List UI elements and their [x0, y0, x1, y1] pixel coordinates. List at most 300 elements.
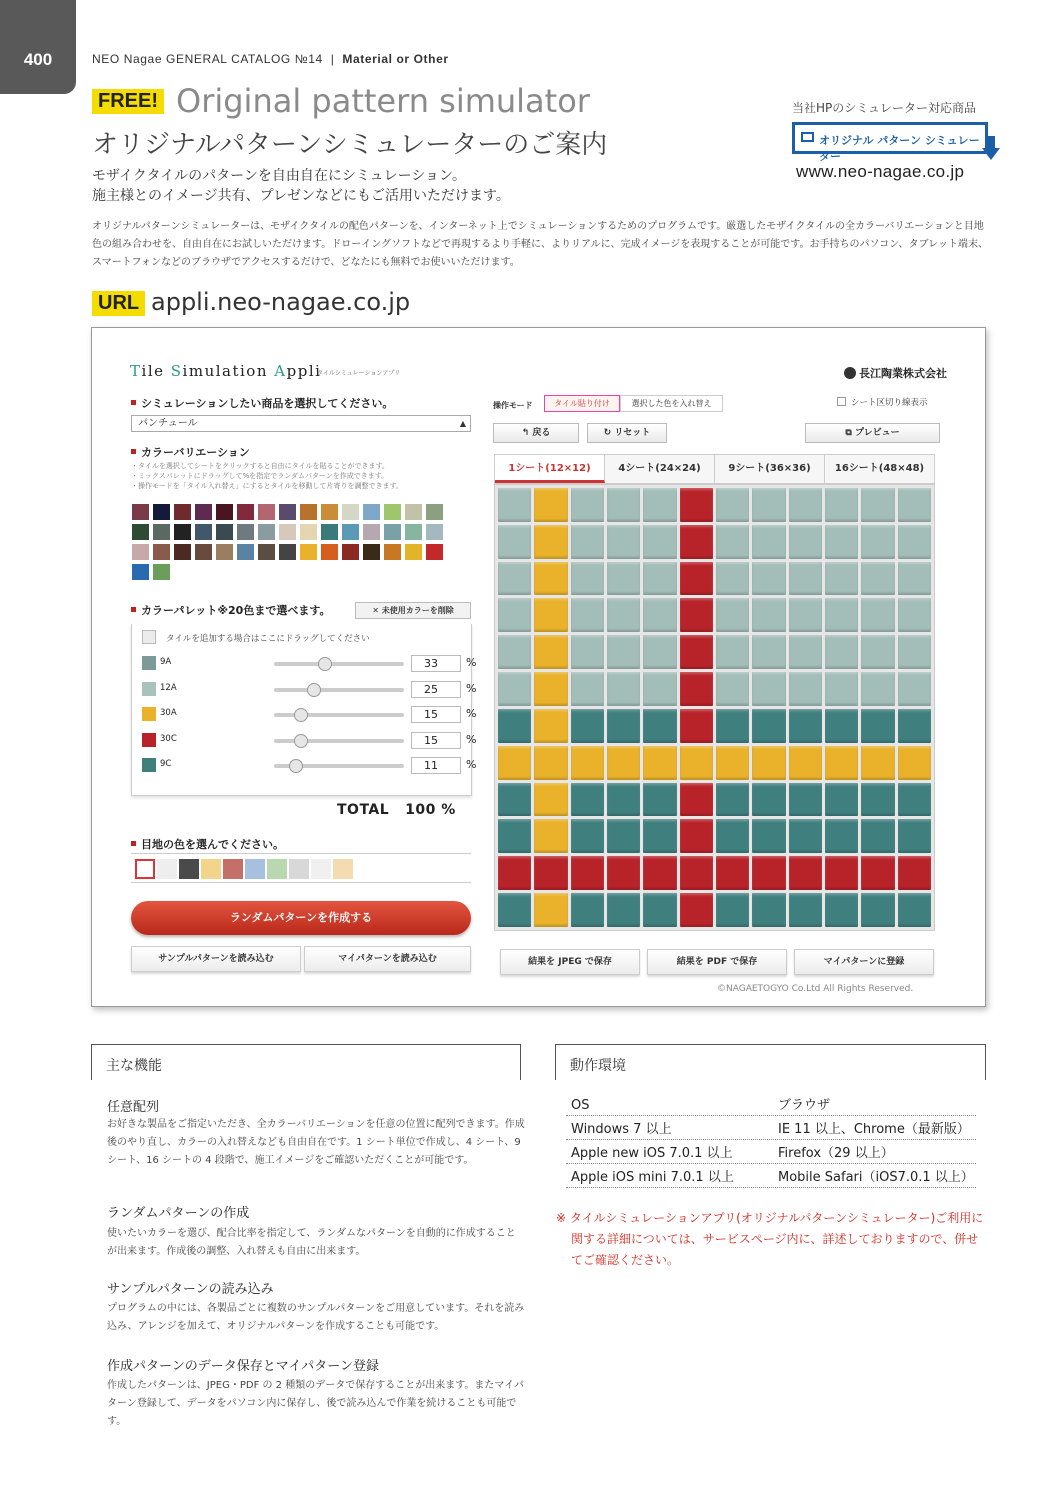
tile[interactable] — [607, 598, 640, 632]
ratio-slider[interactable] — [274, 688, 404, 692]
tile[interactable] — [571, 598, 604, 632]
tile[interactable] — [861, 783, 894, 817]
env-browser: IE 11 以上、Chrome（最新版） — [778, 1122, 970, 1137]
ratio-input[interactable]: 25 — [411, 681, 461, 698]
tile[interactable] — [752, 856, 785, 890]
color-swatch[interactable] — [342, 524, 359, 540]
tile[interactable] — [716, 525, 749, 559]
title-english: Original pattern simulator — [176, 82, 590, 120]
tile[interactable] — [534, 635, 567, 669]
color-swatch[interactable] — [405, 524, 422, 540]
app-copyright: ©NAGAETOGYO Co.Ltd All Rights Reserved. — [717, 984, 914, 994]
simulator-badge-label: オリジナル パターン シミュレーター — [819, 134, 980, 163]
tile[interactable] — [680, 856, 713, 890]
tile[interactable] — [607, 672, 640, 706]
tile[interactable] — [571, 819, 604, 853]
tile[interactable] — [789, 488, 822, 522]
instruction-notes — [131, 461, 403, 491]
env-os: Apple iOS mini 7.0.1 以上 — [571, 1170, 734, 1185]
env-os: Apple new iOS 7.0.1 以上 — [571, 1146, 733, 1161]
tile[interactable] — [825, 635, 858, 669]
tile[interactable] — [607, 893, 640, 927]
description-paragraph: オリジナルパターンシミュレーターは、モザイクタイルの配色パターンを、インターネット上でシミュレーションするためのプログラムです。厳選したモザイクタイルの全カラーバリエーションと目地色の組み合わせを、自由自在にお試しいただけます。ドローイングソフトなどで再現するより手軽に、よりリアルに、完成イメージを表現することが可能です。お手持ちのパソコン、タブレット端末、スマートフォンなどのブラウザでアクセスするだけで、どなたにも無料でお使いいただけます。 — [92, 221, 988, 268]
tile[interactable] — [861, 525, 894, 559]
percent-sign: % — [466, 707, 477, 720]
tile[interactable] — [898, 709, 931, 743]
company-logo-icon — [844, 367, 856, 379]
monitor-icon — [801, 132, 814, 142]
product-heading: シミュレーションしたい商品を選択してください。 — [131, 395, 393, 411]
page-number: 400 — [23, 50, 53, 69]
tile[interactable] — [534, 746, 567, 780]
preview-label: プレビュー — [854, 428, 900, 438]
tile[interactable] — [898, 598, 931, 632]
palette-color-chip — [142, 758, 156, 772]
tile[interactable] — [752, 562, 785, 596]
color-swatch[interactable] — [153, 544, 170, 560]
color-swatch[interactable] — [321, 524, 338, 540]
ratio-input[interactable]: 15 — [411, 732, 461, 749]
color-swatch[interactable] — [363, 504, 380, 520]
tile[interactable] — [607, 819, 640, 853]
tile[interactable] — [498, 783, 531, 817]
ratio-input[interactable]: 33 — [411, 655, 461, 672]
feature-title: サンプルパターンの読み込み — [107, 1282, 274, 1297]
feature-title: ランダムパターンの作成 — [107, 1206, 250, 1221]
tile[interactable] — [534, 562, 567, 596]
color-swatch[interactable] — [279, 524, 296, 540]
tile[interactable] — [898, 819, 931, 853]
tile[interactable] — [498, 635, 531, 669]
grout-color-option[interactable] — [157, 859, 177, 879]
tile[interactable] — [898, 856, 931, 890]
tile[interactable] — [571, 672, 604, 706]
tile[interactable] — [898, 672, 931, 706]
tile[interactable] — [534, 598, 567, 632]
tile[interactable] — [825, 525, 858, 559]
tile[interactable] — [716, 598, 749, 632]
ratio-slider[interactable] — [274, 662, 404, 666]
simulator-link-badge[interactable] — [792, 122, 988, 163]
tile[interactable] — [789, 598, 822, 632]
note-line: ・タイルを選択してシートをクリックすると自由にタイルを貼ることができます。 — [131, 462, 389, 470]
tile[interactable] — [680, 488, 713, 522]
tile[interactable] — [825, 856, 858, 890]
tile[interactable] — [680, 598, 713, 632]
tile[interactable] — [534, 783, 567, 817]
tile[interactable] — [898, 562, 931, 596]
tile[interactable] — [752, 709, 785, 743]
tile[interactable] — [716, 856, 749, 890]
color-swatch[interactable] — [300, 544, 317, 560]
url-badge: URL — [92, 291, 145, 316]
tile[interactable] — [571, 562, 604, 596]
color-swatch[interactable] — [216, 524, 233, 540]
tile[interactable] — [752, 783, 785, 817]
palette-row — [142, 756, 477, 776]
color-swatch[interactable] — [321, 504, 338, 520]
grout-color-option[interactable] — [245, 859, 265, 879]
tile[interactable] — [680, 525, 713, 559]
tile[interactable] — [825, 709, 858, 743]
tile[interactable] — [680, 709, 713, 743]
color-swatch[interactable] — [279, 544, 296, 560]
tile[interactable] — [643, 672, 676, 706]
color-swatch[interactable] — [384, 524, 401, 540]
tile[interactable] — [789, 525, 822, 559]
tile[interactable] — [680, 746, 713, 780]
drop-target-box — [142, 630, 156, 644]
tile[interactable] — [825, 672, 858, 706]
tile[interactable] — [643, 598, 676, 632]
tile[interactable] — [752, 525, 785, 559]
tile[interactable] — [534, 525, 567, 559]
tab-4-sheets[interactable]: 4シート(24×24) — [605, 455, 715, 483]
tile[interactable] — [752, 746, 785, 780]
tile[interactable] — [898, 893, 931, 927]
palette-total — [337, 802, 456, 818]
grout-color-option[interactable] — [289, 859, 309, 879]
tile[interactable] — [607, 525, 640, 559]
color-swatch[interactable] — [300, 504, 317, 520]
color-swatch[interactable] — [153, 504, 170, 520]
palette-color-chip — [142, 733, 156, 747]
tile[interactable] — [680, 672, 713, 706]
free-badge: FREE! — [92, 89, 164, 114]
palette-color-code: 12A — [160, 682, 177, 693]
grout-color-option[interactable] — [311, 859, 331, 879]
tile[interactable] — [607, 856, 640, 890]
color-swatch[interactable] — [321, 544, 338, 560]
tile[interactable] — [643, 635, 676, 669]
grout-color-picker — [131, 853, 471, 883]
palette-drop-zone[interactable] — [142, 630, 370, 644]
palette-color-code: 9C — [160, 759, 172, 769]
tile[interactable] — [861, 562, 894, 596]
color-swatch[interactable] — [258, 504, 275, 520]
app-title — [130, 362, 321, 380]
tile[interactable] — [789, 856, 822, 890]
random-pattern-button[interactable]: ランダムパターンを作成する — [131, 901, 471, 935]
color-swatch[interactable] — [237, 544, 254, 560]
tile[interactable] — [534, 488, 567, 522]
slider-handle[interactable] — [318, 657, 332, 671]
color-swatch[interactable] — [153, 524, 170, 540]
color-swatch[interactable] — [132, 544, 149, 560]
ratio-slider[interactable] — [274, 764, 404, 768]
tile[interactable] — [643, 525, 676, 559]
register-my-pattern-button[interactable]: マイパターンに登録 — [794, 949, 934, 975]
ratio-slider[interactable] — [274, 713, 404, 717]
palette-row — [142, 705, 477, 725]
grout-color-option[interactable] — [201, 859, 221, 879]
tile[interactable] — [898, 746, 931, 780]
slider-handle[interactable] — [307, 683, 321, 697]
palette-color-chip — [142, 682, 156, 696]
reset-button[interactable]: ↻ リセット — [587, 423, 667, 443]
tile[interactable] — [789, 709, 822, 743]
tile[interactable] — [571, 488, 604, 522]
grout-color-option[interactable] — [135, 859, 155, 879]
tile[interactable] — [861, 488, 894, 522]
tile[interactable] — [825, 819, 858, 853]
tile[interactable] — [498, 856, 531, 890]
tile[interactable] — [498, 746, 531, 780]
app-url[interactable]: appli.neo-nagae.co.jp — [151, 288, 411, 316]
remove-unused-button[interactable]: ✕ 未使用カラーを削除 — [355, 602, 471, 619]
tile[interactable] — [825, 893, 858, 927]
tile[interactable] — [825, 598, 858, 632]
tile[interactable] — [643, 783, 676, 817]
tile[interactable] — [571, 893, 604, 927]
tile[interactable] — [898, 525, 931, 559]
tile[interactable] — [571, 709, 604, 743]
tile[interactable] — [861, 598, 894, 632]
color-swatch[interactable] — [342, 544, 359, 560]
environment-row — [566, 1140, 976, 1164]
company-name — [844, 365, 947, 381]
color-swatch[interactable] — [258, 544, 275, 560]
app-subtitle: タイルシミュレーションアプリ — [317, 370, 401, 377]
page-number-tab — [0, 0, 76, 94]
palette-color-code: 9A — [160, 657, 172, 667]
tile[interactable] — [825, 746, 858, 780]
tile[interactable] — [607, 709, 640, 743]
tile[interactable] — [571, 525, 604, 559]
tile[interactable] — [607, 746, 640, 780]
color-swatch[interactable] — [426, 504, 443, 520]
tile[interactable] — [680, 893, 713, 927]
tile[interactable] — [498, 819, 531, 853]
tile[interactable] — [716, 893, 749, 927]
tile[interactable] — [571, 856, 604, 890]
slider-handle[interactable] — [289, 759, 303, 773]
tile[interactable] — [825, 783, 858, 817]
tile[interactable] — [680, 819, 713, 853]
tile[interactable] — [607, 635, 640, 669]
color-swatch[interactable] — [384, 544, 401, 560]
tile[interactable] — [752, 635, 785, 669]
tile[interactable] — [861, 746, 894, 780]
section-name: Material or Other — [342, 52, 449, 66]
tile[interactable] — [789, 893, 822, 927]
load-sample-button[interactable]: サンプルパターンを読み込む — [131, 946, 301, 972]
feature-body: 作成したパターンは、JPEG・PDF の 2 種類のデータで保存することが出来ます。またマイパターン登録して、データをパソコン内に保存し、後で読み込んで作業を続けることも可能です。 — [107, 1380, 525, 1427]
tile[interactable] — [789, 783, 822, 817]
color-swatch[interactable] — [405, 544, 422, 560]
color-swatch[interactable] — [174, 504, 191, 520]
tile[interactable] — [716, 746, 749, 780]
tile[interactable] — [498, 893, 531, 927]
grout-color-option[interactable] — [267, 859, 287, 879]
tile[interactable] — [825, 488, 858, 522]
app-title-part: S — [170, 362, 183, 380]
color-swatch[interactable] — [363, 544, 380, 560]
color-swatch[interactable] — [174, 544, 191, 560]
tile[interactable] — [752, 893, 785, 927]
tile[interactable] — [861, 635, 894, 669]
color-swatch[interactable] — [258, 524, 275, 540]
back-button[interactable]: ↰ 戻る — [493, 423, 579, 443]
tile[interactable] — [498, 562, 531, 596]
color-swatch[interactable] — [195, 544, 212, 560]
note-line: ・操作モードを「タイル入れ替え」にするとタイルを移動して片寄りを調整できます。 — [131, 482, 403, 490]
color-swatch[interactable] — [216, 504, 233, 520]
tile[interactable] — [789, 819, 822, 853]
color-swatch[interactable] — [132, 564, 149, 580]
grout-color-option[interactable] — [223, 859, 243, 879]
tile[interactable] — [825, 562, 858, 596]
grout-color-option[interactable] — [179, 859, 199, 879]
percent-sign: % — [466, 681, 477, 695]
tile[interactable] — [534, 856, 567, 890]
mode-swap-tab[interactable]: 選択した色を入れ替え — [620, 395, 723, 412]
save-pdf-button[interactable]: 結果を PDF で保存 — [647, 949, 787, 975]
tile[interactable] — [607, 562, 640, 596]
ratio-input[interactable]: 11 — [411, 757, 461, 774]
tile[interactable] — [861, 819, 894, 853]
mode-paste-tab[interactable]: タイル貼り付け — [544, 395, 620, 412]
tile[interactable] — [716, 819, 749, 853]
tile[interactable] — [534, 819, 567, 853]
tile[interactable] — [643, 562, 676, 596]
environment-row — [566, 1116, 976, 1140]
tile[interactable] — [789, 746, 822, 780]
tile-sheet-grid — [494, 484, 935, 931]
product-select-value: パンチュール — [138, 418, 198, 429]
color-swatch[interactable] — [426, 524, 443, 540]
slider-handle[interactable] — [294, 734, 308, 748]
color-swatch[interactable] — [384, 504, 401, 520]
title-japanese: オリジナルパターンシミュレーターのご案内 — [92, 130, 608, 160]
tile[interactable] — [498, 525, 531, 559]
tab-16-sheets[interactable]: 16シート(48×48) — [834, 463, 925, 474]
tile[interactable] — [716, 672, 749, 706]
grout-color-option[interactable] — [333, 859, 353, 879]
tile[interactable] — [716, 783, 749, 817]
tile[interactable] — [643, 709, 676, 743]
tile[interactable] — [643, 819, 676, 853]
tile[interactable] — [680, 783, 713, 817]
color-swatch[interactable] — [132, 524, 149, 540]
tile[interactable] — [534, 893, 567, 927]
color-swatch[interactable] — [174, 524, 191, 540]
tile[interactable] — [861, 856, 894, 890]
load-my-pattern-button[interactable]: マイパターンを読み込む — [304, 946, 471, 972]
arrow-down-icon — [982, 136, 1000, 160]
tile[interactable] — [752, 488, 785, 522]
environment-row — [566, 1164, 976, 1188]
tile[interactable] — [898, 783, 931, 817]
tile[interactable] — [643, 488, 676, 522]
drop-hint: タイルを追加する場合はここにドラッグしてください — [166, 634, 370, 644]
tile[interactable] — [716, 562, 749, 596]
tile[interactable] — [752, 672, 785, 706]
color-swatch[interactable] — [153, 564, 170, 580]
ratio-slider[interactable] — [274, 739, 404, 743]
tile[interactable] — [898, 635, 931, 669]
palette-row — [142, 731, 477, 751]
tile[interactable] — [571, 783, 604, 817]
tile[interactable] — [861, 893, 894, 927]
env-os: OS — [571, 1098, 590, 1113]
color-swatch[interactable] — [132, 504, 149, 520]
tile[interactable] — [680, 635, 713, 669]
color-swatch[interactable] — [426, 544, 443, 560]
tile[interactable] — [789, 672, 822, 706]
tile[interactable] — [643, 893, 676, 927]
color-swatch[interactable] — [216, 544, 233, 560]
tile[interactable] — [498, 672, 531, 706]
tile[interactable] — [498, 709, 531, 743]
tile[interactable] — [861, 709, 894, 743]
color-swatch-grid — [132, 504, 462, 580]
slider-handle[interactable] — [294, 708, 308, 722]
tab-9-sheets[interactable]: 9シート(36×36) — [715, 455, 825, 483]
tile[interactable] — [789, 562, 822, 596]
save-jpeg-button[interactable]: 結果を JPEG で保存 — [500, 949, 640, 975]
tile[interactable] — [716, 709, 749, 743]
color-variation-heading: カラーバリエーション — [131, 444, 250, 460]
app-title-part: T — [130, 362, 142, 380]
tile[interactable] — [643, 856, 676, 890]
env-browser: Mobile Safari（iOS7.0.1 以上） — [778, 1170, 974, 1185]
tile[interactable] — [752, 819, 785, 853]
feature-body: お好きな製品をご指定いただき、全カラーバリエーションを任意の位置に配列できます。作成後のやり直し、カラーの入れ替えなども自由自在です。1 シート単位で作成し、4 シート、9 シート、16 シートの 4 段階で、施工イメージをご確認いただくことが可能です。 — [107, 1119, 525, 1166]
product-select[interactable] — [131, 415, 471, 432]
color-swatch[interactable] — [195, 504, 212, 520]
palette-color-chip — [142, 707, 156, 721]
color-swatch[interactable] — [237, 504, 254, 520]
tile[interactable] — [861, 672, 894, 706]
environment-heading-box — [555, 1044, 986, 1080]
tile[interactable] — [498, 598, 531, 632]
feature-title: 作成パターンのデータ保存とマイパターン登録 — [107, 1359, 379, 1374]
tile[interactable] — [607, 783, 640, 817]
tile[interactable] — [898, 488, 931, 522]
sheet-lines-toggle[interactable] — [837, 396, 928, 408]
tile[interactable] — [752, 598, 785, 632]
total-value: 100 % — [405, 802, 456, 818]
color-swatch[interactable] — [342, 504, 359, 520]
color-swatch[interactable] — [363, 524, 380, 540]
palette-color-chip — [142, 656, 156, 670]
tile[interactable] — [571, 635, 604, 669]
ratio-input[interactable]: 15 — [411, 706, 461, 723]
tile[interactable] — [643, 746, 676, 780]
checkbox-icon — [837, 397, 846, 406]
tile[interactable] — [680, 562, 713, 596]
tab-1-sheet[interactable]: 1シート(12×12) — [495, 455, 605, 483]
tile[interactable] — [571, 746, 604, 780]
preview-button[interactable] — [805, 423, 940, 443]
tile[interactable] — [716, 488, 749, 522]
app-title-part: imulation — [182, 362, 275, 380]
color-swatch[interactable] — [279, 504, 296, 520]
color-swatch[interactable] — [300, 524, 317, 540]
tile[interactable] — [534, 709, 567, 743]
color-swatch[interactable] — [195, 524, 212, 540]
tile[interactable] — [607, 488, 640, 522]
mode-label: 操作モード — [493, 401, 533, 410]
color-swatch[interactable] — [237, 524, 254, 540]
color-swatch[interactable] — [405, 504, 422, 520]
tile[interactable] — [716, 635, 749, 669]
tile[interactable] — [498, 488, 531, 522]
tile[interactable] — [789, 635, 822, 669]
website-url[interactable]: www.neo-nagae.co.jp — [796, 162, 965, 181]
tile[interactable] — [534, 672, 567, 706]
